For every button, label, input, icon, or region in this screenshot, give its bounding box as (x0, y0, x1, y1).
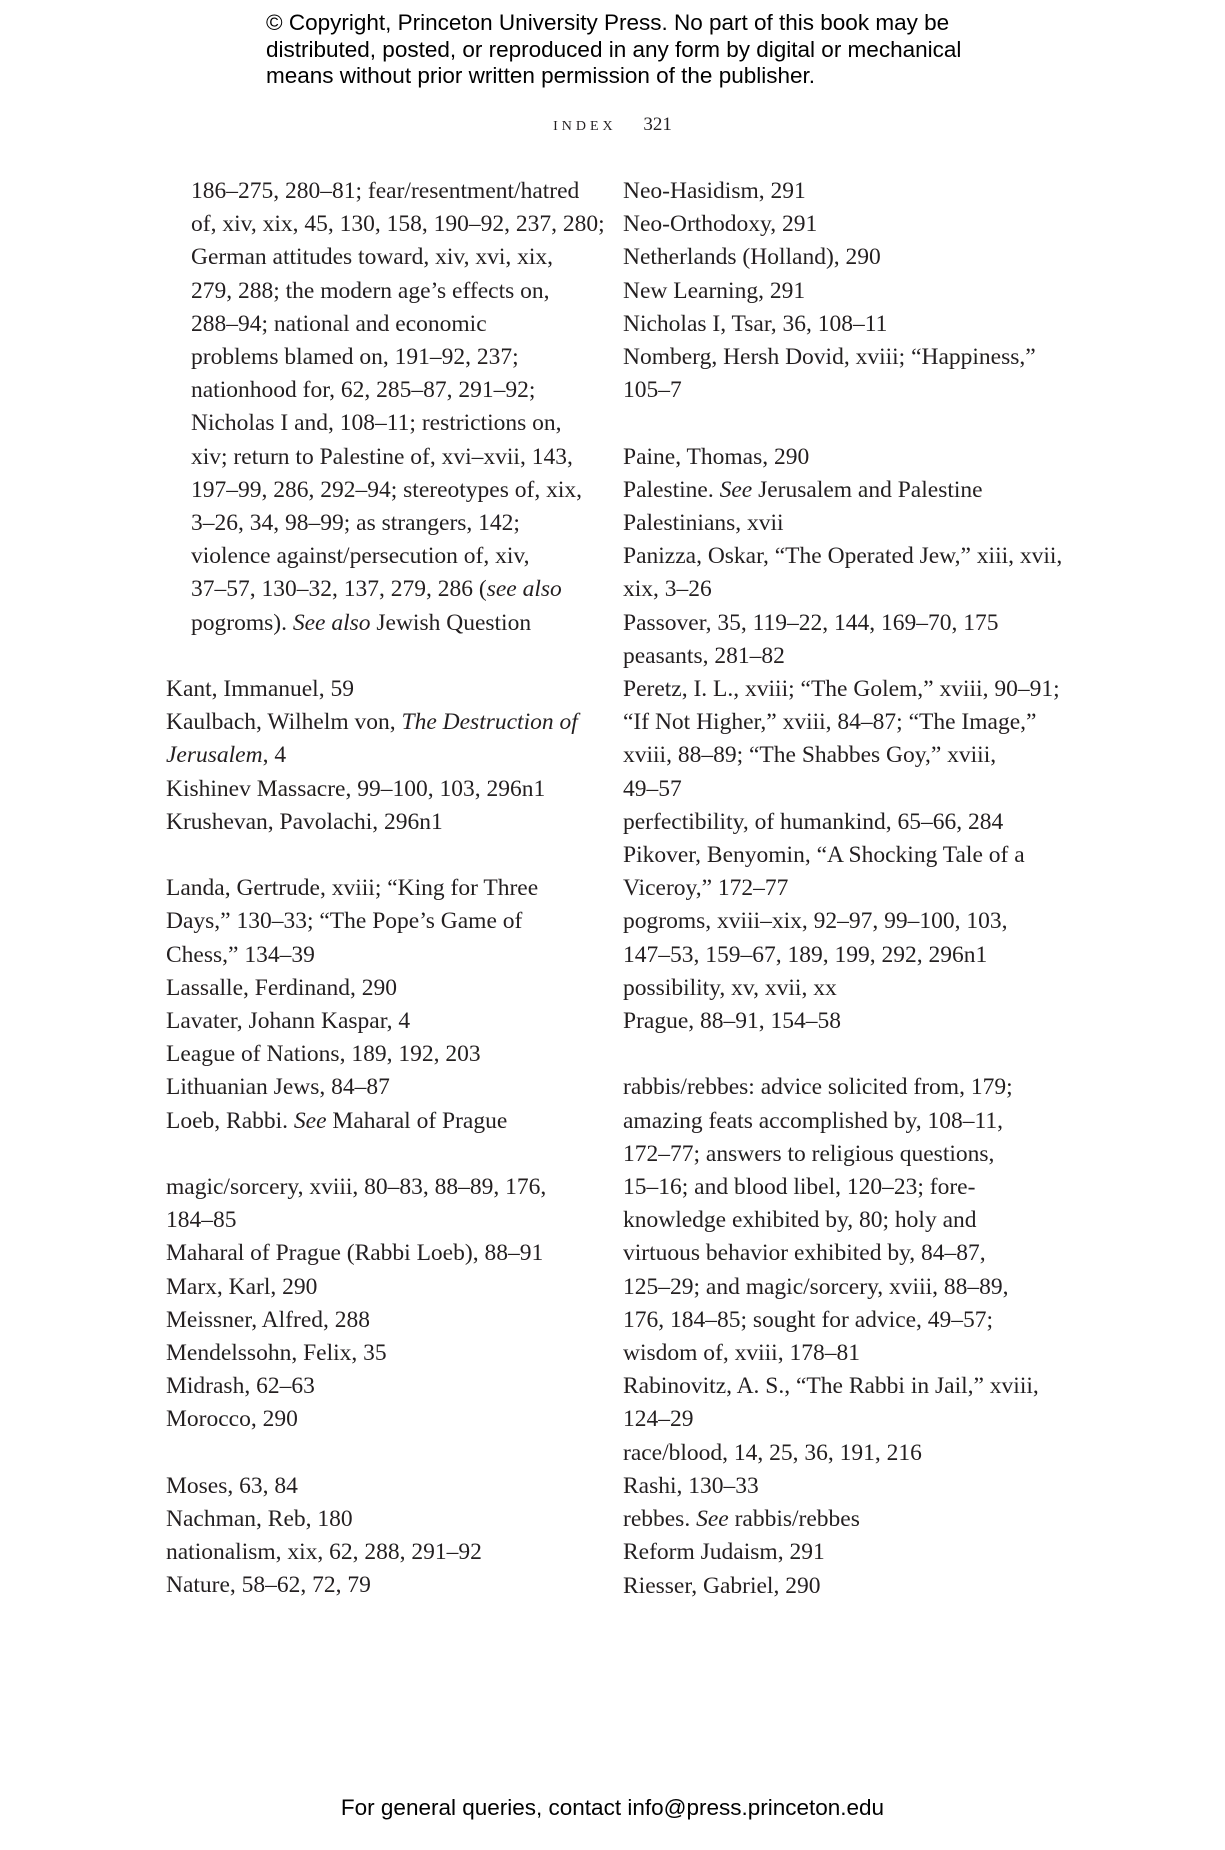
index-entry-line: Peretz, I. L., xviii; “The Golem,” xviii, 90–91; (623, 676, 1060, 703)
index-entry (623, 839, 1063, 905)
index-entry-line: Palestine. See Jerusalem and Palestine (623, 476, 983, 503)
copyright-line: distributed, posted, or reproduced in any form by digital or mechanical (266, 36, 962, 62)
letter-group-gap (166, 839, 598, 872)
index-entry-continuation: 197–99, 286, 292–94; stereotypes of, xix, (191, 476, 582, 503)
index-entry-continuation: virtuous behavior exhibited by, 84–87, (623, 1240, 986, 1267)
index-entry (623, 607, 1063, 640)
index-entry (166, 773, 598, 806)
index-entry-line: Nature, 58–62, 72, 79 (166, 1572, 371, 1599)
index-entry-continuation: 105–7 (623, 377, 682, 404)
index-entry (623, 474, 1063, 507)
index-entry-continuation: Nicholas I and, 108–11; restrictions on, (191, 410, 562, 437)
index-entry (166, 1005, 598, 1038)
index-entry-continuation: of, xiv, xix, 45, 130, 158, 190–92, 237, 280; (191, 211, 605, 238)
index-entry-continuation: wisdom of, xviii, 178–81 (623, 1340, 860, 1367)
index-entry (166, 1038, 598, 1071)
index-entry (623, 1470, 1063, 1503)
index-entry (623, 1071, 1063, 1370)
index-entry-line: peasants, 281–82 (623, 642, 785, 669)
index-entry (623, 806, 1063, 839)
index-entry-line: Lavater, Johann Kaspar, 4 (166, 1008, 411, 1035)
index-entry-line: Passover, 35, 119–22, 144, 169–70, 175 (623, 609, 999, 636)
index-entry-line: Maharal of Prague (Rabbi Loeb), 88–91 (166, 1240, 544, 1267)
index-entry-line: Morocco, 290 (166, 1406, 298, 1433)
letter-group-gap (166, 1437, 598, 1470)
index-entry (623, 1503, 1063, 1536)
index-entry (623, 441, 1063, 474)
index-entry (623, 308, 1063, 341)
index-entry (623, 1437, 1063, 1470)
index-entry (166, 1503, 598, 1536)
index-entry-line: Lassalle, Ferdinand, 290 (166, 974, 398, 1001)
index-column-left (166, 175, 605, 1603)
index-entry-continuation: xiv; return to Palestine of, xvi–xvii, 143, (191, 443, 573, 470)
index-entry-line: Rashi, 130–33 (623, 1472, 759, 1499)
index-entry-continuation: 176, 184–85; sought for advice, 49–57; (623, 1306, 994, 1333)
index-entry-line: Lithuanian Jews, 84–87 (166, 1074, 390, 1101)
index-entry (166, 1237, 598, 1270)
index-entry (166, 1071, 598, 1104)
index-entry (166, 673, 598, 706)
index-entry (166, 706, 598, 772)
index-entry-line: Marx, Karl, 290 (166, 1273, 318, 1300)
index-entry (623, 507, 1063, 540)
index-entry-continuation: xix, 3–26 (623, 576, 712, 603)
index-entry-line: Neo-Hasidism, 291 (623, 178, 806, 204)
letter-group-gap (166, 1138, 598, 1171)
footer-contact: For general queries, contact info@press.princeton.edu (340, 1795, 885, 1820)
copyright-line: © Copyright, Princeton University Press. No part of this book may be (266, 10, 950, 35)
index-entry-line: race/blood, 14, 25, 36, 191, 216 (623, 1439, 922, 1466)
index-entry-continuation: 279, 288; the modern age’s effects on, (191, 277, 550, 304)
index-entry-line: Paine, Thomas, 290 (623, 443, 810, 470)
index-entry (166, 1403, 598, 1436)
index-entry (166, 1337, 598, 1370)
index-entry-line: Reform Judaism, 291 (623, 1539, 825, 1566)
index-entry (623, 275, 1063, 308)
index-entry-continuation: Chess,” 134–39 (166, 941, 315, 968)
index-entry-line: nationalism, xix, 62, 288, 291–92 (166, 1539, 482, 1566)
index-entry (166, 1304, 598, 1337)
index-entry-continuation: knowledge exhibited by, 80; holy and (623, 1207, 977, 1234)
running-head (0, 113, 1225, 136)
index-entry-continuation: problems blamed on, 191–92, 237; (191, 344, 519, 371)
index-entry (166, 1569, 598, 1602)
index-entry-continuation: 186–275, 280–81; fear/resentment/hatred (191, 178, 580, 204)
index-entry-line: Meissner, Alfred, 288 (166, 1306, 370, 1333)
index-entry-line: Pikover, Benyomin, “A Shocking Tale of a (623, 842, 1025, 869)
index-entry-continuation: 124–29 (623, 1406, 694, 1433)
index-entry (166, 806, 598, 839)
index-entry (623, 175, 1063, 208)
index-entry-line: rebbes. See rabbis/rebbes (623, 1506, 860, 1533)
index-entry-continuation: 3–26, 34, 98–99; as strangers, 142; (191, 510, 520, 537)
index-entry-line: League of Nations, 189, 192, 203 (166, 1041, 481, 1068)
index-entry-line: Midrash, 62–63 (166, 1373, 315, 1400)
index-entry-line: Nachman, Reb, 180 (166, 1506, 353, 1533)
index-entry-continuation: “If Not Higher,” xviii, 84–87; “The Image,” (623, 709, 1037, 736)
index-entry (623, 1005, 1063, 1038)
index-entry (166, 1536, 598, 1569)
index-entry-continuation: xviii, 88–89; “The Shabbes Goy,” xviii, (623, 742, 997, 769)
index-entry-line: New Learning, 291 (623, 277, 806, 304)
index-entry-continuation: 125–29; and magic/sorcery, xviii, 88–89, (623, 1273, 1009, 1300)
index-entry (623, 241, 1063, 274)
index-entry-line: rabbis/rebbes: advice solicited from, 179; (623, 1074, 1013, 1101)
index-entry (166, 872, 598, 972)
index-entry-line: Landa, Gertrude, xviii; “King for Three (166, 875, 539, 902)
letter-group-gap (623, 1038, 1063, 1071)
index-entry-continuation: pogroms). See also Jewish Question (191, 609, 532, 636)
index-entry (623, 972, 1063, 1005)
running-head-label: index (553, 113, 617, 135)
index-entry-continuation: 172–77; answers to religious questions, (623, 1140, 995, 1167)
index-entry (166, 1105, 598, 1138)
index-entry (166, 1470, 598, 1503)
index-entry-continuation: nationhood for, 62, 285–87, 291–92; (191, 377, 536, 404)
index-entry-line: possibility, xv, xvii, xx (623, 974, 837, 1001)
letter-group-gap (166, 640, 598, 673)
index-entry-line: Neo-Orthodoxy, 291 (623, 211, 818, 238)
index-entry-continuation: 147–53, 159–67, 189, 199, 292, 296n1 (623, 941, 988, 968)
index-entry (623, 341, 1063, 407)
index-entry-line: magic/sorcery, xviii, 80–83, 88–89, 176, (166, 1174, 547, 1201)
index-entry-line: Nomberg, Hersh Dovid, xviii; “Happiness,” (623, 344, 1036, 371)
index-entry-line: Loeb, Rabbi. See Maharal of Prague (166, 1107, 508, 1134)
index-entry-line: Kishinev Massacre, 99–100, 103, 296n1 (166, 775, 546, 802)
index-entry-line: Riesser, Gabriel, 290 (623, 1572, 821, 1599)
copyright-line: means without prior written permission of the publisher. (266, 63, 816, 88)
index-entry (623, 208, 1063, 241)
index-entry-continuation: German attitudes toward, xiv, xvi, xix, (191, 244, 554, 271)
index-entry-continuation: violence against/persecution of, xiv, (191, 543, 530, 570)
index-entry-continuation: Days,” 130–33; “The Pope’s Game of (166, 908, 523, 935)
index-entry-line: Panizza, Oskar, “The Operated Jew,” xiii, xvii, (623, 543, 1063, 570)
index-entry-continuation: Viceroy,” 172–77 (623, 875, 789, 902)
index-entry (623, 673, 1063, 806)
index-entry (623, 1570, 1063, 1603)
index-entry-continuation: 288–94; national and economic (191, 310, 487, 337)
index-entry (166, 1271, 598, 1304)
index-entry-line: Prague, 88–91, 154–58 (623, 1008, 842, 1035)
index-entry-continuation: 184–85 (166, 1207, 237, 1234)
index-entry-continued (166, 175, 605, 640)
index-entry-continuation: 15–16; and blood libel, 120–23; fore- (623, 1174, 976, 1201)
index-entry (623, 905, 1063, 971)
index-entry-line: pogroms, xviii–xix, 92–97, 99–100, 103, (623, 908, 1008, 935)
index-entry (623, 1536, 1063, 1569)
letter-group-gap (623, 407, 1063, 440)
index-entry-continuation: 49–57 (623, 775, 682, 802)
index-entry-line: perfectibility, of humankind, 65–66, 284 (623, 808, 1004, 835)
index-entry-line: Mendelssohn, Felix, 35 (166, 1340, 387, 1367)
index-entry-line: Netherlands (Holland), 290 (623, 244, 881, 271)
index-column-right (623, 175, 1063, 1603)
index-entry (166, 972, 598, 1005)
index-entry-line: Kant, Immanuel, 59 (166, 676, 354, 703)
index-entry-line: Rabinovitz, A. S., “The Rabbi in Jail,” xviii, (623, 1373, 1039, 1400)
index-entry-line: Moses, 63, 84 (166, 1472, 298, 1499)
index-entry (623, 1370, 1063, 1436)
index-entry-line: Kaulbach, Wilhelm von, The Destruction of (166, 709, 578, 736)
copyright-notice (266, 10, 1026, 90)
index-entry (623, 640, 1063, 673)
index-entry-continuation: 37–57, 130–32, 137, 279, 286 (see also (191, 576, 562, 603)
index-entry (623, 540, 1063, 606)
index-entry-continuation: amazing feats accomplished by, 108–11, (623, 1107, 1004, 1134)
index-entry-line: Palestinians, xvii (623, 510, 784, 537)
index-entry (166, 1370, 598, 1403)
index-entry-continuation: Jerusalem, 4 (166, 742, 287, 769)
index-entry-line: Krushevan, Pavolachi, 296n1 (166, 808, 443, 835)
index-entry (166, 1171, 598, 1237)
page-number: 321 (643, 114, 672, 135)
index-entry-line: Nicholas I, Tsar, 36, 108–11 (623, 310, 888, 337)
